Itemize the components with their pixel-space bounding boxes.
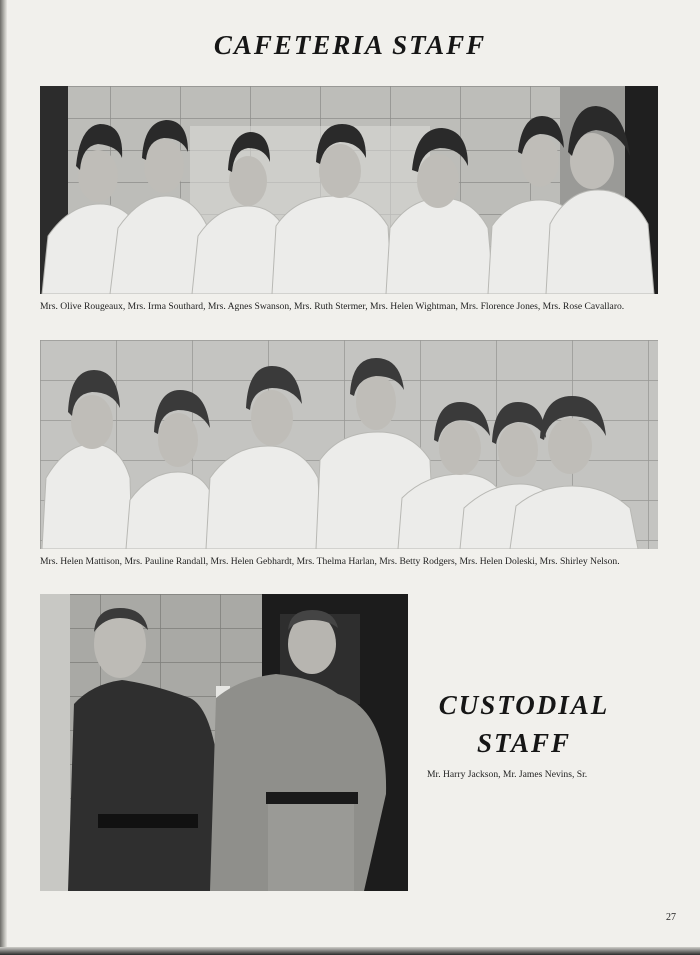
custodial-staff-heading-line1: CUSTODIAL [438,690,610,720]
custodial-staff-photo [40,594,408,891]
custodial-photo-caption: Mr. Harry Jackson, Mr. James Nevins, Sr. [427,769,588,780]
cafeteria-photo-2-caption: Mrs. Helen Mattison, Mrs. Pauline Randall, Mrs. Helen Gebhardt, Mrs. Thelma Harlan, Mrs. Betty Rodgers, Mrs. Helen Doleski, Mrs. Shirley Nelson. [40,556,620,567]
cafeteria-photo-1-caption: Mrs. Olive Rougeaux, Mrs. Irma Southard, Mrs. Agnes Swanson, Mrs. Ruth Stermer, Mrs. Helen Wightman, Mrs. Florence Jones, Mrs. Rose Cavallaro. [40,301,625,312]
page-gutter-shadow [0,0,7,955]
page-number: 27 [666,912,676,923]
cafeteria-staff-heading: CAFETERIA STAFF [213,30,487,60]
cafeteria-staff-photo-2 [40,340,658,549]
custodial-staff-heading-line2: STAFF [476,728,572,758]
cafeteria-staff-photo-1 [40,86,658,294]
page-bottom-edge [0,947,700,955]
